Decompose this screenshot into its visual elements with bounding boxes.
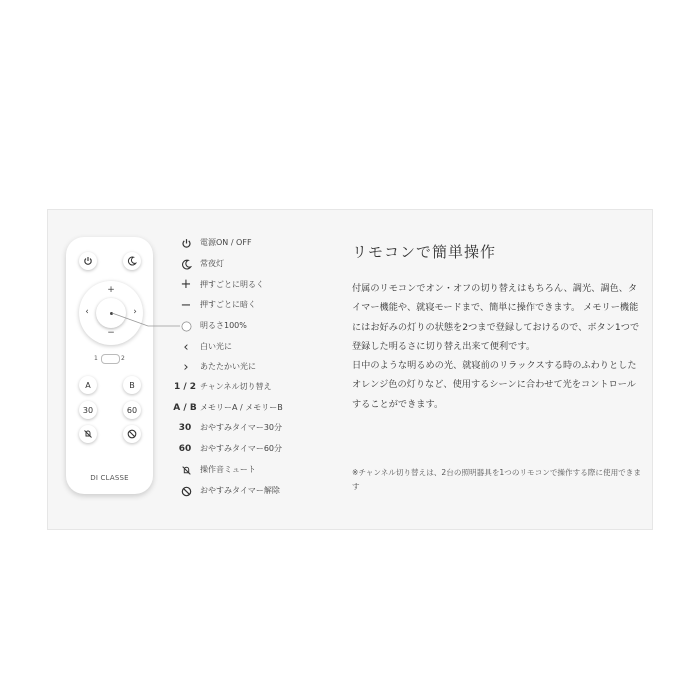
- legend-chevron-left-icon: ‹: [183, 339, 189, 355]
- legend-label-night-light: 常夜灯: [200, 259, 224, 268]
- legend-label-timer-60: おやすみタイマー60分: [200, 444, 283, 453]
- legend-label-full-brightness: 明るさ100%: [200, 321, 247, 330]
- legend-cancel-icon: [179, 484, 193, 498]
- dpad-left-button[interactable]: ‹: [85, 307, 89, 317]
- legend-label-warm-light: あたたかい光に: [200, 362, 256, 371]
- legend-label-memory: メモリーA / メモリーB: [200, 403, 283, 412]
- section-title: リモコンで簡単操作: [352, 243, 497, 261]
- channel-switch-right-label: 2: [121, 355, 125, 362]
- legend-label-power: 電源ON / OFF: [200, 238, 252, 247]
- legend-label-mute: 操作音ミュート: [200, 465, 256, 474]
- legend-label-dimmer: 押すごとに暗く: [200, 300, 256, 309]
- channel-switch-left-label: 1: [94, 355, 98, 362]
- legend-chevron-right-icon: ›: [183, 359, 189, 375]
- legend-minus-icon: −: [180, 297, 192, 313]
- legend-power-icon: [179, 236, 193, 250]
- description-paragraph-1: 付属のリモコンでオン・オフの切り替えはもちろん、調光、調色、タイマー機能や、就寝モードまで、簡単に操作できます。 メモリー機能にはお好みの灯りの状態を2つまで登録しておけるので、ボタン1つで登録した明るさに切り替え出来て便利です。: [352, 283, 640, 352]
- legend-key-channel: 1 / 2: [173, 382, 197, 392]
- legend-mute-icon: [179, 463, 193, 477]
- remote-timer-30-button[interactable]: 30: [79, 401, 97, 419]
- legend-label-brighter: 押すごとに明るく: [200, 280, 264, 289]
- legend-moon-icon: [179, 257, 193, 271]
- remote-brand-label: DI CLASSE: [90, 474, 129, 482]
- legend-key-timer-30: 30: [178, 423, 192, 433]
- channel-note: ※チャンネル切り替えは、2台の照明器具を1つのリモコンで操作する際に使用できます: [352, 468, 641, 491]
- legend-key-timer-60: 60: [178, 444, 192, 454]
- dpad-right-button[interactable]: ›: [133, 307, 137, 317]
- legend-plus-icon: +: [180, 276, 192, 292]
- description-text: [352, 279, 642, 414]
- legend-label-channel: チャンネル切り替え: [200, 382, 272, 391]
- legend-label-timer-30: おやすみタイマー30分: [200, 423, 283, 432]
- remote-memory-b-button[interactable]: B: [123, 376, 141, 394]
- dpad-down-button[interactable]: −: [107, 328, 115, 338]
- legend-circle-icon: [179, 319, 193, 333]
- legend-label-cancel-timer: おやすみタイマー解除: [200, 486, 280, 495]
- legend-label-white-light: 白い光に: [200, 342, 232, 351]
- legend-key-memory: A / B: [173, 403, 197, 413]
- remote-timer-60-button[interactable]: 60: [123, 401, 141, 419]
- remote-memory-a-button[interactable]: A: [79, 376, 97, 394]
- dpad-up-button[interactable]: +: [107, 285, 115, 295]
- description-paragraph-2: 日中のような明るめの光、就寝前のリラックスする時のふわりとしたオレンジ色の灯りなど、使用するシーンに合わせて光をコントロールすることができます。: [352, 360, 637, 410]
